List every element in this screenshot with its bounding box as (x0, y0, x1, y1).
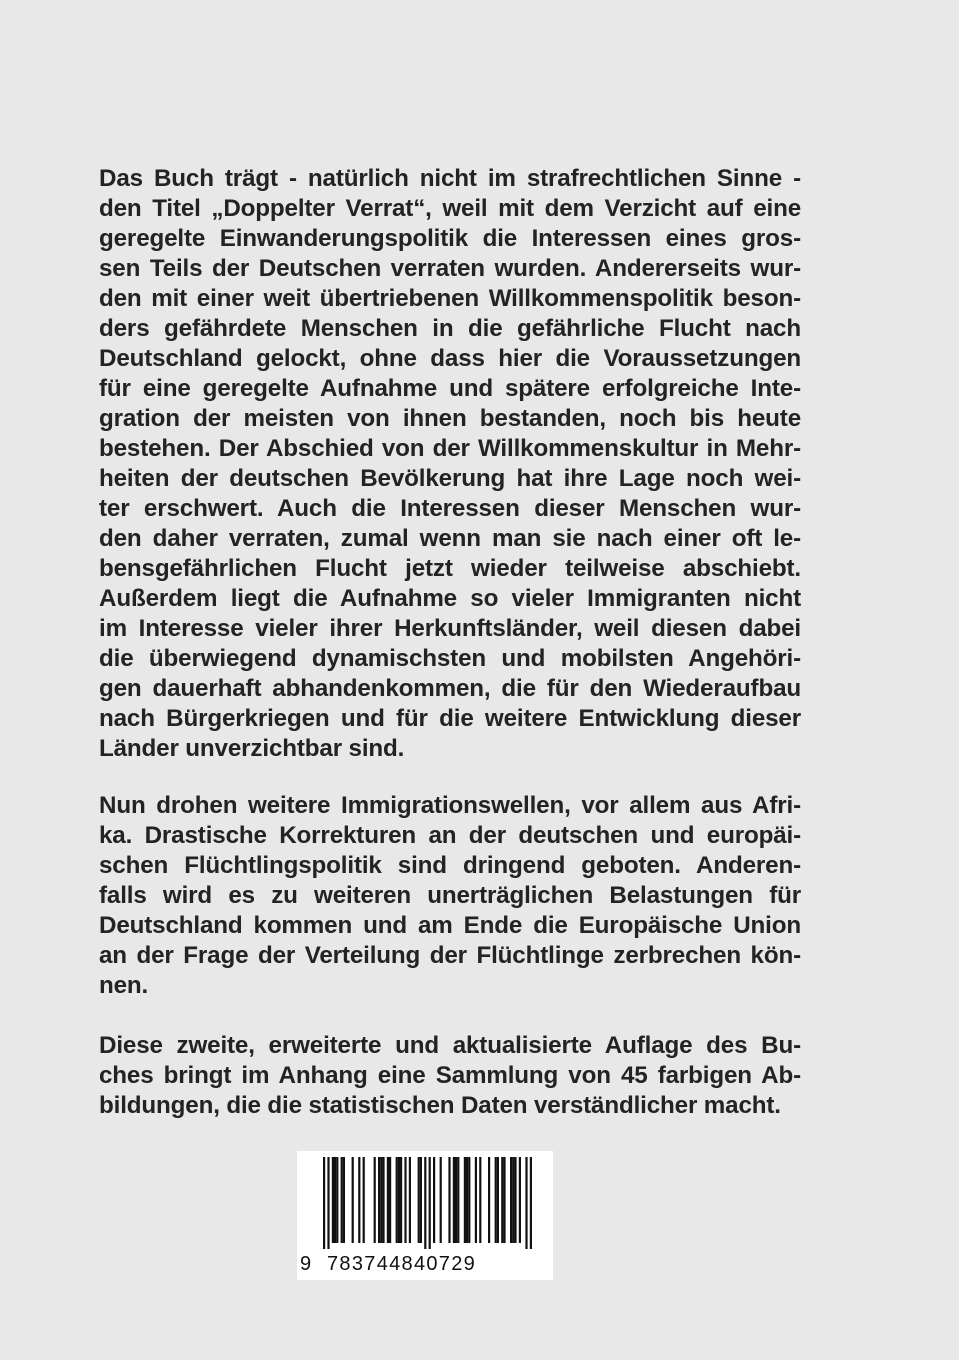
barcode-bars (297, 1151, 553, 1251)
barcode-bar (440, 1157, 442, 1243)
barcode-bar (382, 1157, 384, 1243)
barcode-bar (352, 1157, 354, 1243)
barcode-bar (420, 1157, 422, 1243)
text-line: gration der meisten von ihnen bestanden, noch bis heute (99, 405, 801, 432)
barcode-bar (512, 1157, 514, 1243)
barcode-bar (363, 1157, 365, 1243)
barcode-bar (343, 1157, 345, 1243)
barcode-bar (530, 1157, 532, 1249)
barcode-bar (455, 1157, 457, 1243)
barcode-bar (464, 1157, 466, 1243)
text-line: bildungen, die die statistischen Daten verständlicher macht. (99, 1092, 781, 1119)
barcode-bar (497, 1157, 499, 1243)
barcode-bar (404, 1157, 406, 1243)
blurb-paragraph-3 (99, 1031, 801, 1121)
barcode-bar (503, 1157, 505, 1243)
text-line: an der Frage der Verteilung der Flüchtlinge zerbrechen kön- (99, 942, 801, 969)
barcode-bar (448, 1157, 450, 1243)
barcode-bar (358, 1157, 360, 1243)
text-line: Deutschland gelockt, ohne dass hier die Voraussetzungen (99, 345, 801, 372)
barcode-bar (336, 1157, 338, 1243)
barcode-bar (409, 1157, 411, 1243)
text-line: ter erschwert. Auch die Interessen dieser Menschen wur- (99, 495, 801, 522)
barcode-bar (501, 1157, 503, 1243)
barcode-bar (380, 1157, 382, 1243)
text-line: ka. Drastische Korrekturen an der deutschen und europäi- (99, 822, 801, 849)
text-line: im Interesse vieler ihrer Herkunftsländer, weil diesen dabei (99, 615, 801, 642)
text-line: Das Buch trägt - natürlich nicht im strafrechtlichen Sinne - (99, 165, 801, 192)
text-line: nach Bürgerkriegen und für die weitere Entwicklung dieser (99, 705, 801, 732)
barcode-bar (495, 1157, 497, 1243)
barcode-bar (475, 1157, 477, 1243)
text-line: ders gefährdete Menschen in die gefährliche Flucht nach (99, 315, 801, 342)
barcode-bar (429, 1157, 431, 1249)
barcode-bar (389, 1157, 391, 1243)
barcode-bar (374, 1157, 376, 1243)
isbn-lead-digit: 9 (300, 1253, 312, 1275)
text-line: bensgefährlichen Flucht jetzt wieder teilweise abschiebt. (99, 555, 801, 582)
text-line: bestehen. Der Abschied von der Willkommenskultur in Mehr- (99, 435, 801, 462)
text-line: schen Flüchtlingspolitik sind dringend geboten. Anderen- (99, 852, 801, 879)
text-line: Nun drohen weitere Immigrationswellen, vor allem aus Afri- (99, 792, 801, 819)
barcode-bar (519, 1157, 521, 1243)
barcode-bar (387, 1157, 389, 1243)
barcode-bar (327, 1157, 329, 1249)
barcode-bar (341, 1157, 343, 1243)
barcode-bar (398, 1157, 400, 1243)
barcode-bar (468, 1157, 470, 1243)
text-line: sen Teils der Deutschen verraten wurden. Andererseits wur- (99, 255, 801, 282)
barcode-bar (334, 1157, 336, 1243)
text-line: heiten der deutschen Bevölkerung hat ihre Lage noch wei- (99, 465, 801, 492)
barcode-bar (479, 1157, 481, 1243)
text-line: falls wird es zu weiteren unerträglichen Belastungen für (99, 882, 801, 909)
barcode-bar (332, 1157, 334, 1243)
barcode-bar (514, 1157, 516, 1243)
barcode-bar (525, 1157, 527, 1249)
text-line: den daher verraten, zumal wenn man sie nach einer oft le- (99, 525, 801, 552)
text-line: den mit einer weit übertriebenen Willkommenspolitik beson- (99, 285, 801, 312)
barcode-bar (323, 1157, 325, 1249)
isbn-digits: 783744840729 (327, 1253, 477, 1275)
text-line: ches bringt im Anhang eine Sammlung von 45 farbigen Ab- (99, 1062, 801, 1089)
barcode-bar (400, 1157, 402, 1243)
text-line: gen dauerhaft abhandenkommen, die für den Wiederaufbau (99, 675, 801, 702)
blurb-paragraph-2 (99, 791, 801, 1001)
text-line: Deutschland kommen und am Ende die Europäische Union (99, 912, 801, 939)
text-line: geregelte Einwanderungspolitik die Interessen eines gros- (99, 225, 801, 252)
barcode-bar (457, 1157, 459, 1243)
isbn-number (297, 1251, 553, 1279)
text-line: den Titel „Doppelter Verrat“, weil mit dem Verzicht auf eine (99, 195, 801, 222)
barcode-bar (488, 1157, 490, 1243)
barcode-bar (396, 1157, 398, 1243)
isbn-barcode (297, 1151, 553, 1280)
text-line: die überwiegend dynamischsten und mobilsten Angehöri- (99, 645, 801, 672)
barcode-bar (378, 1157, 380, 1243)
barcode-bar (466, 1157, 468, 1243)
barcode-bar (453, 1157, 455, 1243)
text-line: für eine geregelte Aufnahme und spätere erfolgreiche Inte- (99, 375, 801, 402)
barcode-bar (418, 1157, 420, 1243)
text-line: nen. (99, 972, 149, 999)
text-line: Länder unverzichtbar sind. (99, 735, 405, 762)
barcode-bar (424, 1157, 426, 1249)
barcode-bar (433, 1157, 435, 1243)
text-line: Diese zweite, erweiterte und aktualisierte Auflage des Bu- (99, 1032, 801, 1059)
barcode-bar (510, 1157, 512, 1243)
text-line: Außerdem liegt die Aufnahme so vieler Immigranten nicht (99, 585, 801, 612)
blurb-paragraph-1 (99, 164, 801, 764)
